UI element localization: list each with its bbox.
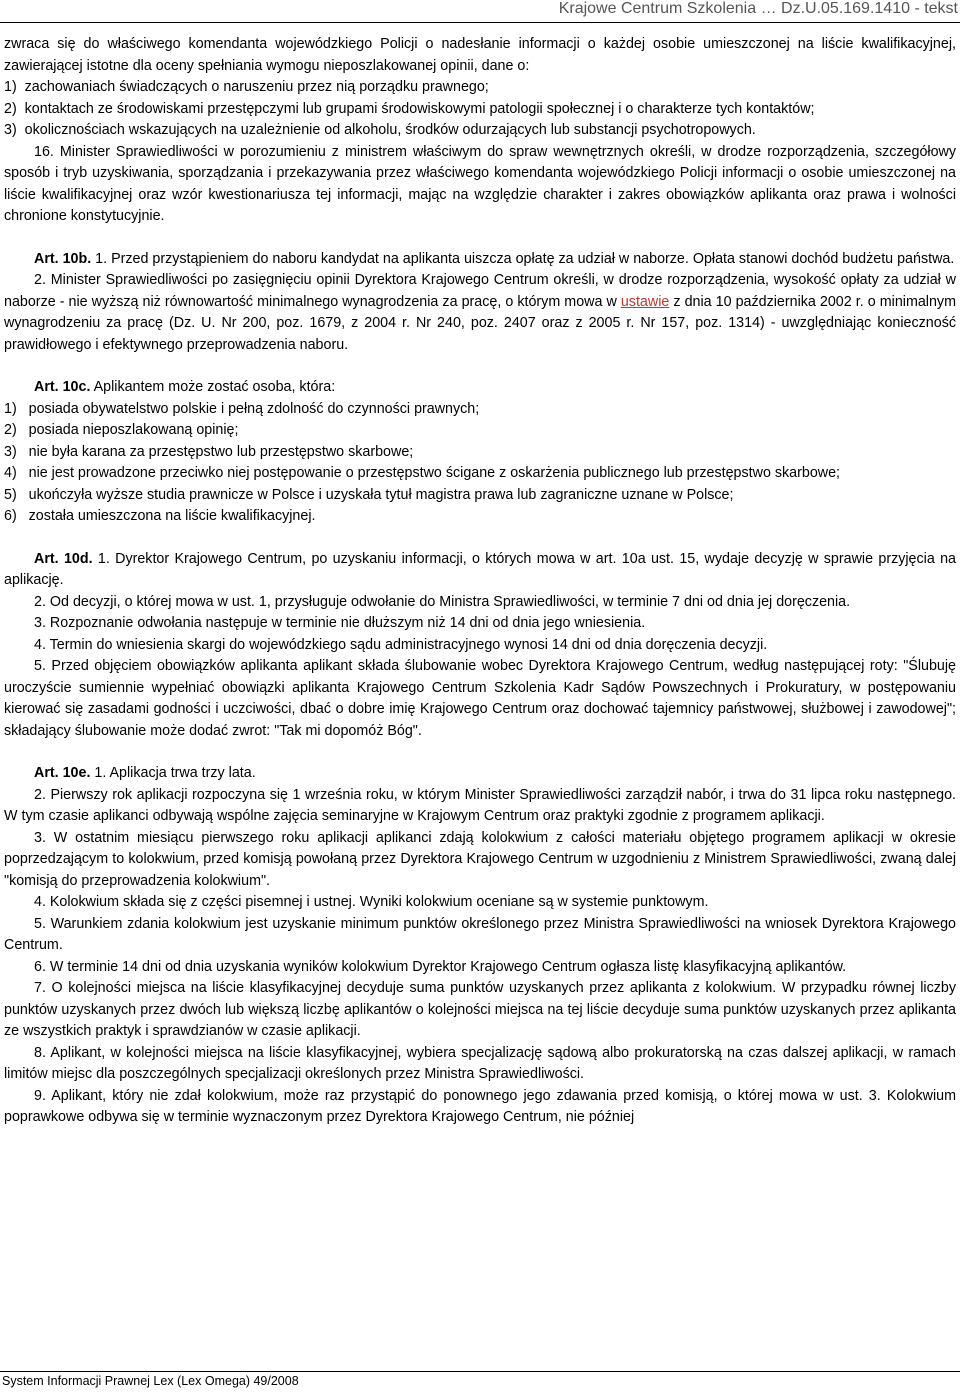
article-10b-p1: 1. Przed przystąpieniem do naboru kandydat na aplikanta uiszcza opłatę za udział w naborze. Opłata stanowi dochód budżetu państwa. <box>91 250 955 267</box>
article-10d-paragraph: 3. Rozpoznanie odwołania następuje w terminie nie dłuższym niż 14 dni od dnia jego wniesienia. <box>34 615 646 631</box>
article-10c-item: 6) została umieszczona na liście kwalifikacyjnej. <box>4 508 316 524</box>
article-10e-p1: 1. Aplikacja trwa trzy lata. <box>90 765 256 781</box>
article-10b-p2-rest: z dnia 10 października 2002 r. o minimalnym wynagrodzeniu za pracę (Dz. U. Nr 200, poz. 1679, z 2004 r. Nr 240, poz. 2407 oraz z 2005 r. Nr 157, poz. 1314) - uwzględniając konieczność prawidłowego i efektywnego przeprowadzenia naboru. <box>4 293 956 353</box>
article-10e-paragraph: 2. Pierwszy rok aplikacji rozpoczyna się 1 września roku, w którym Minister Sprawiedliwości zarządził nabór, i trwa do 31 lipca roku następnego. W tym czasie aplikanci odbywają wspólne zajęcia seminaryjne w Krajowym Centrum oraz praktyki zgodnie z programem aplikacji. <box>4 786 956 824</box>
article-10e <box>4 763 956 1129</box>
article-10c-item: 4) nie jest prowadzone przeciwko niej postępowanie o przestępstwo ścigane z oskarżenia publicznego lub przestępstwo skarbowe; <box>4 465 841 481</box>
paragraph-16: 16. Minister Sprawiedliwości w porozumieniu z ministrem właściwym do spraw wewnętrznych określi, w drodze rozporządzenia, szczegółowy sposób i tryb uzyskiwania, sporządzania i przekazywania przez właściwego komendanta wojewódzkiego Policji informacji o osobie umieszczonej na liście kwalifikacyjnej oraz wzór kwestionariusza tej informacji, mając na względzie charakter i zakres obowiązków aplikanta oraz prawa i wolności chronione konstytucyjnie. <box>4 143 956 224</box>
article-10e-paragraph: 4. Kolokwium składa się z części pisemnej i ustnej. Wyniki kolokwium oceniane są w systemie punktowym. <box>34 894 709 910</box>
article-10e-label: Art. 10e. <box>34 765 91 781</box>
article-10c-item: 5) ukończyła wyższe studia prawnicze w Polsce i uzyskała tytuł magistra prawa lub zagraniczne uznane w Polsce; <box>4 486 734 503</box>
article-10c-label: Art. 10c. <box>34 379 91 395</box>
article-10e-paragraph: 7. O kolejności miejsca na liście klasyfikacyjnej decyduje suma punktów uzyskanych przez aplikanta z kolokwium. W przypadku równej liczby punktów uzyskanych przez dwóch lub większą liczbę aplikantów o kolejności miejsca na tej liście decyduje suma punktów uzyskanych przez aplikanta ze wszystkich praktyk i sprawdzianów w czasie aplikacji. <box>4 980 956 1039</box>
article-10c-item: 2) posiada nieposzlakowaną opinię; <box>4 422 239 438</box>
footer-divider <box>0 1371 960 1372</box>
page-header: Krajowe Centrum Szkolenia … Dz.U.05.169.1410 - tekst <box>558 0 958 17</box>
article-10b-p2-text: 2. Minister Sprawiedliwości po zasięgnięciu opinii Dyrektora Krajowego Centrum określi, w drodze rozporządzenia, wysokość opłaty za udział w naborze - nie wyższą niż równowartość minimalnego wynagrodzenia za pracę, o którym mowa w <box>4 272 956 310</box>
article-10d <box>4 549 956 743</box>
article-10c-item: 1) posiada obywatelstwo polskie i pełną zdolność do czynności prawnych; <box>4 400 480 417</box>
intro-item-3: 3) okolicznościach wskazujących na uzależnienie od alkoholu, środków odurzających lub substancji psychotropowych. <box>4 122 756 138</box>
ustawa-link[interactable]: ustawie <box>620 293 670 310</box>
page-footer: System Informacji Prawnej Lex (Lex Omega) 49/2008 <box>2 1374 299 1388</box>
header-divider <box>0 22 960 23</box>
article-10c-item: 3) nie była karana za przestępstwo lub przestępstwo skarbowe; <box>4 443 414 460</box>
article-10e-paragraph: 6. W terminie 14 dni od dnia uzyskania wyników kolokwium Dyrektor Krajowego Centrum ogłasza listę klasyfikacyjną aplikantów. <box>34 958 847 975</box>
intro-item-1: 1) zachowaniach świadczących o naruszeniu przez nią porządku prawnego; <box>4 79 489 95</box>
article-10c-lead: Aplikantem może zostać osoba, która: <box>90 379 336 395</box>
intro-item-2: 2) kontaktach ze środowiskami przestępczymi lub grupami środowiskowymi patologii społecznej i o charakterze tych kontaktów; <box>4 100 815 117</box>
intro-paragraph: zwraca się do właściwego komendanta wojewódzkiego Policji o nadesłanie informacji o każdej osobie umieszczonej na liście kwalifikacyjnej, zawierającej istotne dla oceny spełniania wymogu nieposzlakowanej opinii, dane o: <box>4 36 956 74</box>
article-10b <box>4 249 956 357</box>
article-10e-paragraph: 8. Aplikant, w kolejności miejsca na liście klasyfikacyjnej, wybiera specjalizację sądową albo prokuratorską na czas dalszej aplikacji, w ramach limitów miejsc dla poszczególnych specjalizacji określonych przez Ministra Sprawiedliwości. <box>4 1044 956 1082</box>
intro-list <box>4 77 956 142</box>
article-10d-label: Art. 10d. <box>34 550 93 567</box>
article-10e-paragraph: 9. Aplikant, który nie zdał kolokwium, może raz przystąpić do ponownego jego zdawania przed komisją, o której mowa w ust. 3. Kolokwium poprawkowe odbywa się w terminie wyznaczonym przez Dyrektora Krajowego Centrum, nie później <box>4 1087 956 1125</box>
article-10d-p1: 1. Dyrektor Krajowego Centrum, po uzyskaniu informacji, o których mowa w art. 10a ust. 15, wydaje decyzję w sprawie przyjęcia na aplikację. <box>4 550 957 588</box>
article-10e-paragraph: 3. W ostatnim miesiącu pierwszego roku aplikacji aplikanci zdają kolokwium z całości materiału objętego programem aplikacji w okresie poprzedzającym to kolokwium, przed komisją powołaną przez Dyrektora Krajowego Centrum w uzgodnieniu z Ministrem Sprawiedliwości, zwaną dalej "komisją do przeprowadzenia kolokwium". <box>4 829 956 889</box>
article-10d-paragraph: 5. Przed objęciem obowiązków aplikanta aplikant składa ślubowanie wobec Dyrektora Krajowego Centrum, według następującej roty: "Ślubuję uroczyście sumiennie wypełniać obowiązki aplikanta Krajowego Centrum Szkolenia Kadr Sądów Powszechnych i Prokuratury, w postępowaniu kierować się zasadami godności i uczciwości, dbać o dobre imię Krajowego Centrum oraz dochować tajemnicy państwowej, służbowej i zawodowej"; składający ślubowanie może dodać zwrot: "Tak mi dopomóż Bóg". <box>4 658 956 739</box>
article-10d-paragraph: 2. Od decyzji, o której mowa w ust. 1, przysługuje odwołanie do Ministra Sprawiedliwości, w terminie 7 dni od dnia jej doręczenia. <box>34 593 851 610</box>
article-10b-label: Art. 10b. <box>34 250 92 267</box>
document-body <box>4 34 956 1129</box>
article-10c <box>4 377 956 528</box>
article-10e-paragraph: 5. Warunkiem zdania kolokwium jest uzyskanie minimum punktów określonego przez Ministra Sprawiedliwości na wniosek Dyrektora Krajowego Centrum. <box>4 915 956 953</box>
article-10d-paragraph: 4. Termin do wniesienia skargi do wojewódzkiego sądu administracyjnego wynosi 14 dni od dnia doręczenia decyzji. <box>34 636 768 653</box>
article-10b-p2 <box>4 270 956 356</box>
